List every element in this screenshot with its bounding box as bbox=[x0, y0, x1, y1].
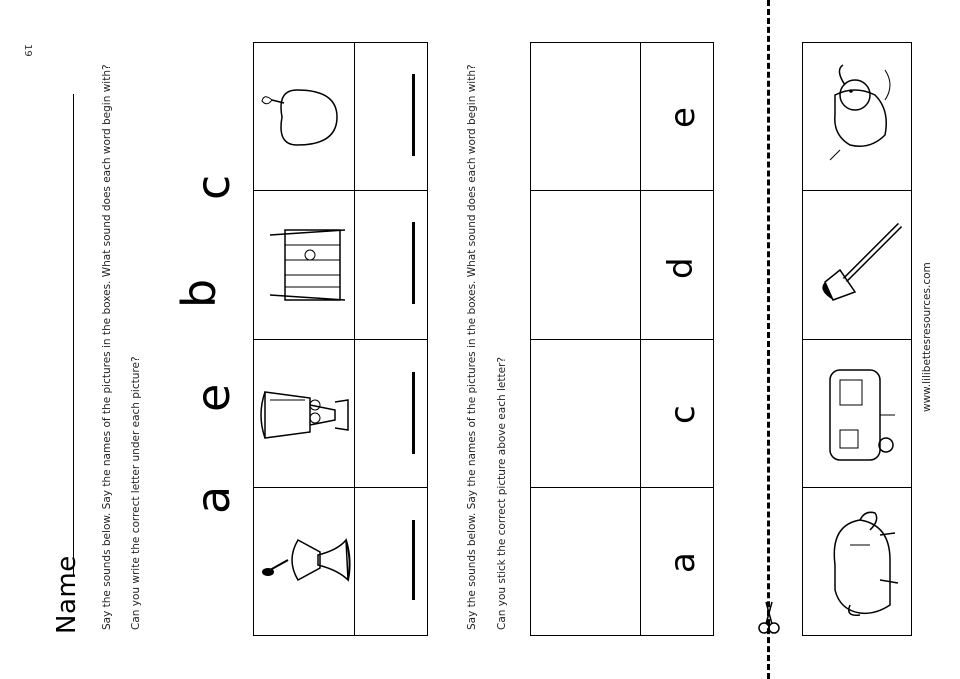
grid-divider bbox=[253, 190, 428, 191]
target-letter-a: a bbox=[663, 552, 703, 573]
grid-divider bbox=[802, 339, 912, 340]
scissors-icon bbox=[758, 600, 780, 636]
elephant-icon[interactable] bbox=[820, 505, 900, 620]
grid-divider bbox=[530, 190, 714, 191]
grid-divider bbox=[530, 487, 714, 488]
apple-icon bbox=[262, 85, 342, 150]
grid-divider bbox=[802, 487, 912, 488]
target-letter-d: d bbox=[661, 257, 701, 279]
sound-letter-b: b bbox=[172, 278, 226, 308]
answer-blank-2[interactable] bbox=[412, 372, 415, 454]
bell-icon bbox=[258, 510, 353, 610]
section2-instruction-2: Can you stick the correct picture above each letter? bbox=[496, 357, 508, 630]
cut-line bbox=[767, 0, 770, 679]
axe-icon[interactable] bbox=[815, 220, 905, 315]
section1-instruction-2: Can you write the correct letter under each picture? bbox=[130, 356, 142, 630]
target-letter-c: c bbox=[663, 405, 703, 424]
grid-divider bbox=[253, 339, 428, 340]
duck-icon[interactable] bbox=[815, 55, 905, 170]
section1-instruction-1: Say the sounds below. Say the names of the pictures in the boxes. What sound does each word begin with? bbox=[101, 64, 113, 630]
answer-blank-4[interactable] bbox=[412, 74, 415, 156]
name-line[interactable] bbox=[73, 94, 74, 576]
grid-divider bbox=[802, 190, 912, 191]
sound-letter-e: e bbox=[186, 383, 240, 412]
page-number: 19 bbox=[22, 44, 33, 57]
grid-divider bbox=[530, 339, 714, 340]
website-url: www.lilibettesresources.com bbox=[921, 262, 933, 412]
target-letter-e: e bbox=[663, 107, 703, 128]
caravan-icon[interactable] bbox=[820, 360, 900, 470]
grid-divider bbox=[253, 487, 428, 488]
name-label: Name bbox=[52, 555, 82, 634]
answer-blank-1[interactable] bbox=[412, 520, 415, 600]
section2-instruction-1: Say the sounds below. Say the names of the pictures in the boxes. What sound does each word begin with? bbox=[466, 64, 478, 630]
sound-letter-c: c bbox=[186, 174, 240, 200]
egg-cup-icon bbox=[260, 380, 350, 450]
sound-letter-a: a bbox=[186, 485, 240, 514]
cot-icon bbox=[265, 225, 350, 305]
answer-blank-3[interactable] bbox=[412, 222, 415, 304]
